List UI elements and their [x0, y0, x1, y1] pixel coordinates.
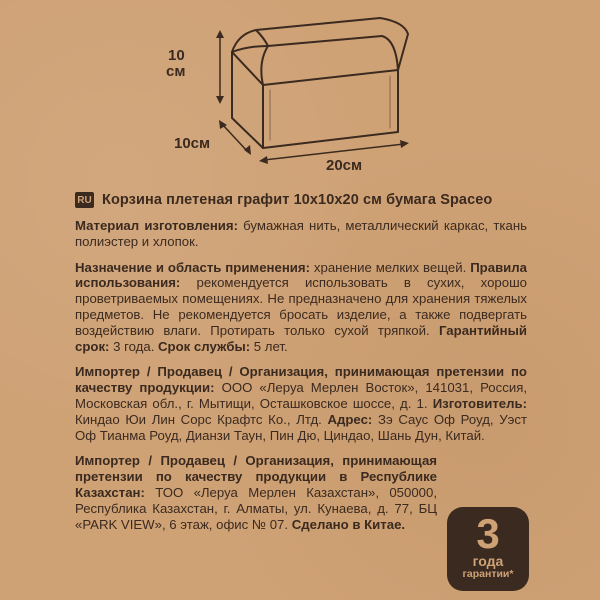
purpose-label: Назначение и область применения: — [75, 259, 310, 275]
address-label: Адрес: — [327, 411, 373, 427]
manufacturer-label: Изготовитель: — [432, 395, 527, 411]
importer-ru-label: Импортер / Продавец / Организация, принимающая претензии по качеству продукции: — [75, 364, 527, 396]
service-life-text: 5 лет. — [250, 338, 288, 354]
warranty-caption: гарантии* — [462, 568, 514, 580]
material-text: бумажная нить, металлический каркас, ткань полиэстер и хлопок. — [75, 218, 527, 249]
service-life-label: Срок службы: — [158, 338, 251, 354]
warranty-years-number: 3 — [476, 510, 500, 557]
importer-ru-paragraph — [75, 364, 527, 443]
language-badge: RU — [75, 192, 94, 208]
purpose-paragraph — [75, 260, 527, 355]
width-label: 20см — [326, 157, 363, 174]
height-label-number: 10 — [168, 47, 185, 64]
rules-text: рекомендуется использовать в сухих, хорошо проветриваемых помещениях. Не предназначено для хранения тяжелых предметов. Не рекомендуется бросать изделие, а также подвергать воздействию влаги. Протирать только сухой тряпкой. — [75, 275, 527, 338]
warranty-badge — [447, 507, 529, 591]
made-in-label: Сделано в Китае. — [291, 516, 406, 532]
height-label-unit: см — [166, 63, 186, 80]
rules-label: Правила использования: — [75, 259, 527, 291]
purpose-text: хранение мелких вещей. — [309, 259, 471, 275]
product-title: Корзина плетеная графит 10х10х20 см бумага Spaceo — [102, 192, 493, 208]
depth-label: 10см — [174, 135, 211, 152]
material-paragraph — [75, 218, 527, 250]
warranty-text: 3 года. — [109, 338, 159, 354]
importer-ru-text: ООО «Леруа Мерлен Восток», 141031, Россия, Московская обл., г. Мытищи, Осташковское шоссе, д. 1. — [75, 380, 527, 411]
importer-kz-text: ТОО «Леруа Мерлен Казахстан», 050000, Республика Казахстан, г. Алматы, ул. Кунаева, д. 77, БЦ «PARK VIEW», 6 этаж, офис № 07. — [75, 484, 437, 532]
warranty-label: Гарантийный срок: — [75, 322, 527, 354]
warranty-years-word: года — [472, 553, 504, 569]
address-text: Зэ Саус Оф Роуд, Уэст Оф Тианма Роуд, Дианзи Таун, Пин Дю, Циндао, Шань Дун, Китай. — [75, 411, 527, 443]
material-label: Материал изготовления: — [75, 218, 238, 233]
importer-kz-label: Импортер / Продавец / Организация, принимающая претензии по качеству продукции в Республике Казахстан: — [75, 453, 437, 500]
dimension-diagram — [160, 0, 460, 180]
label-body — [75, 218, 527, 542]
basket-drawing — [160, 0, 460, 180]
product-title-row — [75, 190, 580, 210]
manufacturer-text: Киндао Юи Лин Сорс Крафтс Ко., Лтд. — [75, 411, 328, 427]
